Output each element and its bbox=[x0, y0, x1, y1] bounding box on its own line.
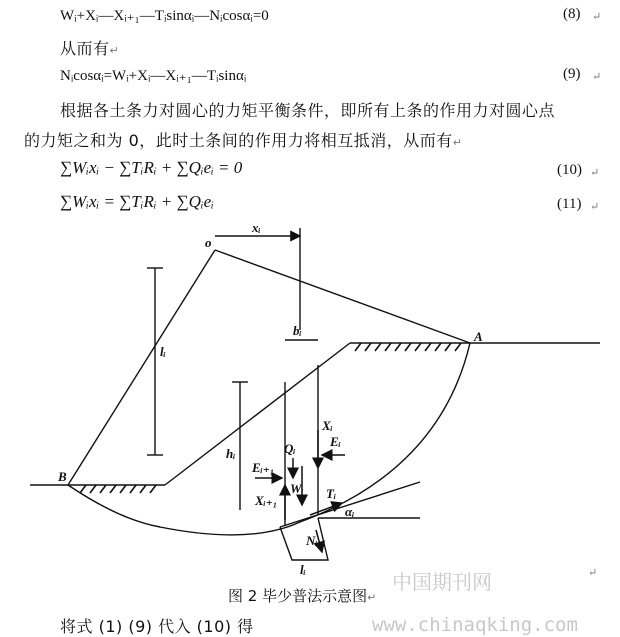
equation-8: Wᵢ+Xᵢ—Xᵢ₊₁—Tᵢsinαᵢ—Nᵢcosαᵢ=0 bbox=[60, 8, 269, 24]
label-li-left: lᵢ bbox=[160, 344, 166, 359]
hence-text-1: 从而有↵ bbox=[60, 39, 120, 58]
label-wi: Wᵢ bbox=[290, 481, 304, 496]
label-li-bottom: lᵢ bbox=[300, 562, 306, 577]
equation-8-number: (8) bbox=[563, 6, 581, 22]
watermark-url: www.chinaqking.com bbox=[372, 614, 578, 636]
label-ni: Nᵢ bbox=[306, 533, 318, 548]
bishop-method-diagram bbox=[0, 225, 620, 585]
paragraph-mark: ↵ bbox=[592, 71, 602, 83]
label-ti: Tᵢ bbox=[326, 486, 337, 501]
equation-10: ∑Wᵢxᵢ − ∑TᵢRᵢ + ∑Qᵢeᵢ = 0 bbox=[60, 158, 243, 177]
watermark-cn: 中国期刊网 bbox=[392, 570, 492, 594]
label-xi-force: Xᵢ bbox=[322, 418, 333, 433]
equation-9: Nᵢcosαᵢ=Wᵢ+Xᵢ—Xᵢ₊₁—Tᵢsinαᵢ bbox=[60, 68, 247, 84]
paragraph-mark: ↵ bbox=[590, 167, 600, 179]
equation-11-number: (11) bbox=[557, 196, 582, 212]
label-a: A bbox=[474, 329, 483, 344]
label-qi: Qᵢ bbox=[284, 441, 296, 456]
label-xi: xᵢ bbox=[252, 225, 261, 235]
paragraph-mark: ↵ bbox=[588, 567, 598, 579]
paragraph-mark: ↵ bbox=[592, 11, 602, 23]
label-alpha: αᵢ bbox=[345, 504, 355, 519]
label-ei1: Eᵢ₊₁ bbox=[252, 460, 275, 475]
paragraph-mark: ↵ bbox=[590, 201, 600, 213]
equation-10-number: (10) bbox=[557, 162, 582, 178]
equation-11: ∑Wᵢxᵢ = ∑TᵢRᵢ + ∑Qᵢeᵢ bbox=[60, 192, 214, 211]
bottom-text: 将式 (1) (9) 代入 (10) 得 bbox=[60, 617, 254, 636]
paragraph-line-1: 根据各土条力对圆心的力矩平衡条件，即所有上条的作用力对圆心点 bbox=[60, 101, 556, 120]
label-o: o bbox=[205, 235, 212, 250]
radius-line-oa bbox=[215, 250, 470, 343]
radius-line-ob bbox=[68, 250, 215, 485]
label-ei: Eᵢ bbox=[330, 434, 341, 449]
label-hi: hᵢ bbox=[226, 446, 236, 461]
figure-caption: 图 2 毕少普法示意图↵ bbox=[228, 587, 377, 605]
paragraph-line-2: 的力矩之和为 0，此时土条间的作用力将相互抵消，从而有↵ bbox=[24, 131, 463, 150]
label-xi1: Xᵢ₊₁ bbox=[255, 493, 278, 508]
label-b: B bbox=[58, 469, 67, 484]
equation-9-number: (9) bbox=[563, 66, 581, 82]
label-bi: bᵢ bbox=[293, 323, 302, 338]
